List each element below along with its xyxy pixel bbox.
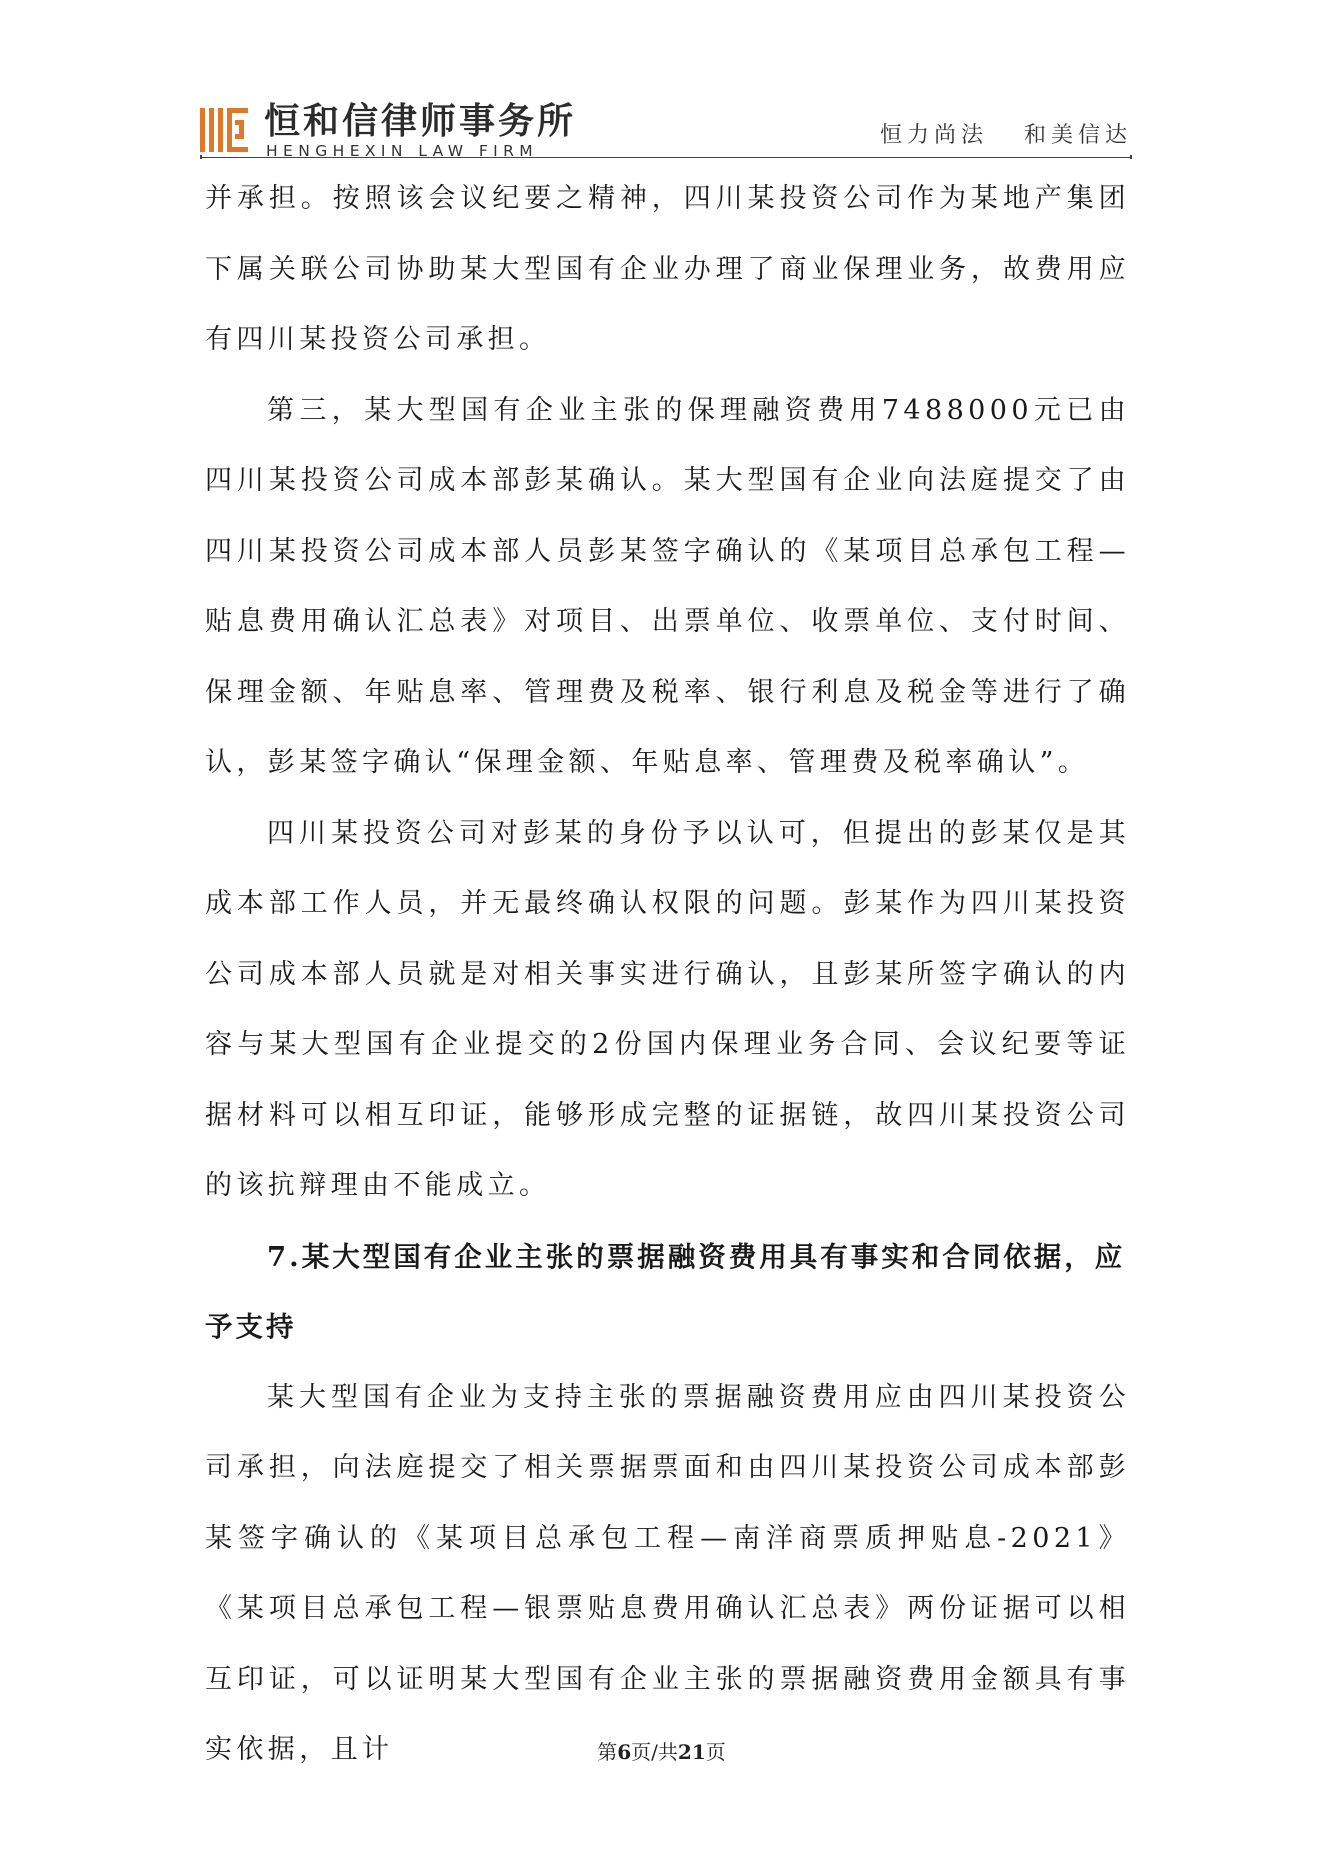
header-divider-tick-left — [200, 155, 202, 159]
paragraph-identity-argument: 四川某投资公司对彭某的身份予以认可，但提出的彭某仅是其成本部工作人员，并无最终确认权限的问题。彭某作为四川某投资公司成本部人员就是对相关事实进行确认，且彭某所签字确认的内容与某大型国有企业提交的2份国内保理业务合同、会议纪要等证据材料可以相互印证，能够形成完整的证据链，故四川某投资公司的该抗辩理由不能成立。 — [205, 817, 1130, 1201]
footer-middle: 页/共 — [631, 1740, 678, 1764]
footer-page-number: 6 — [617, 1740, 632, 1764]
document-body — [205, 164, 1130, 1786]
page-footer — [0, 1736, 1323, 1765]
henghexin-logo-icon — [200, 106, 248, 154]
paragraph-bill-financing: 某大型国有企业为支持主张的票据融资费用应由四川某投资公司承担，向法庭提交了相关票据票面和由四川某投资公司成本部彭某签字确认的《某项目总承包工程—南洋商票质押贴息-2021》《某项目总承包工程—银票贴息费用确认汇总表》两份证据可以相互印证，可以证明某大型国有企业主张的票据融资费用金额具有事实依据，且计 — [205, 1381, 1130, 1765]
footer-total-pages: 21 — [677, 1740, 706, 1764]
paragraph-continued: 并承担。按照该会议纪要之精神，四川某投资公司作为某地产集团下属关联公司协助某大型国有企业办理了商业保理业务，故费用应有四川某投资公司承担。 — [205, 183, 1130, 355]
footer-prefix: 第 — [597, 1740, 618, 1764]
firm-name-cn: 恒和信律师事务所 — [264, 101, 577, 142]
header-divider-tick-right — [1130, 155, 1132, 159]
firm-slogan: 恒力尚法 和美信达 — [880, 123, 1132, 148]
firm-name-en: HENGHEXIN LAW FIRM — [266, 142, 539, 160]
paragraph-third-point: 第三，某大型国有企业主张的保理融资费用7488000元已由四川某投资公司成本部彭某确认。某大型国有企业向法庭提交了由四川某投资公司成本部人员彭某签字确认的《某项目总承包工程—贴息费用确认汇总表》对项目、出票单位、收票单位、支付时间、保理金额、年贴息率、管理费及税率、银行利息及税金等进行了确认，彭某签字确认“保理金额、年贴息率、管理费及税率确认”。 — [205, 394, 1130, 778]
header-divider — [200, 157, 1132, 158]
section-heading-7: 7.某大型国有企业主张的票据融资费用具有事实和合同依据，应予支持 — [205, 1240, 1126, 1343]
footer-suffix: 页 — [705, 1740, 726, 1764]
page-header — [200, 98, 1132, 160]
